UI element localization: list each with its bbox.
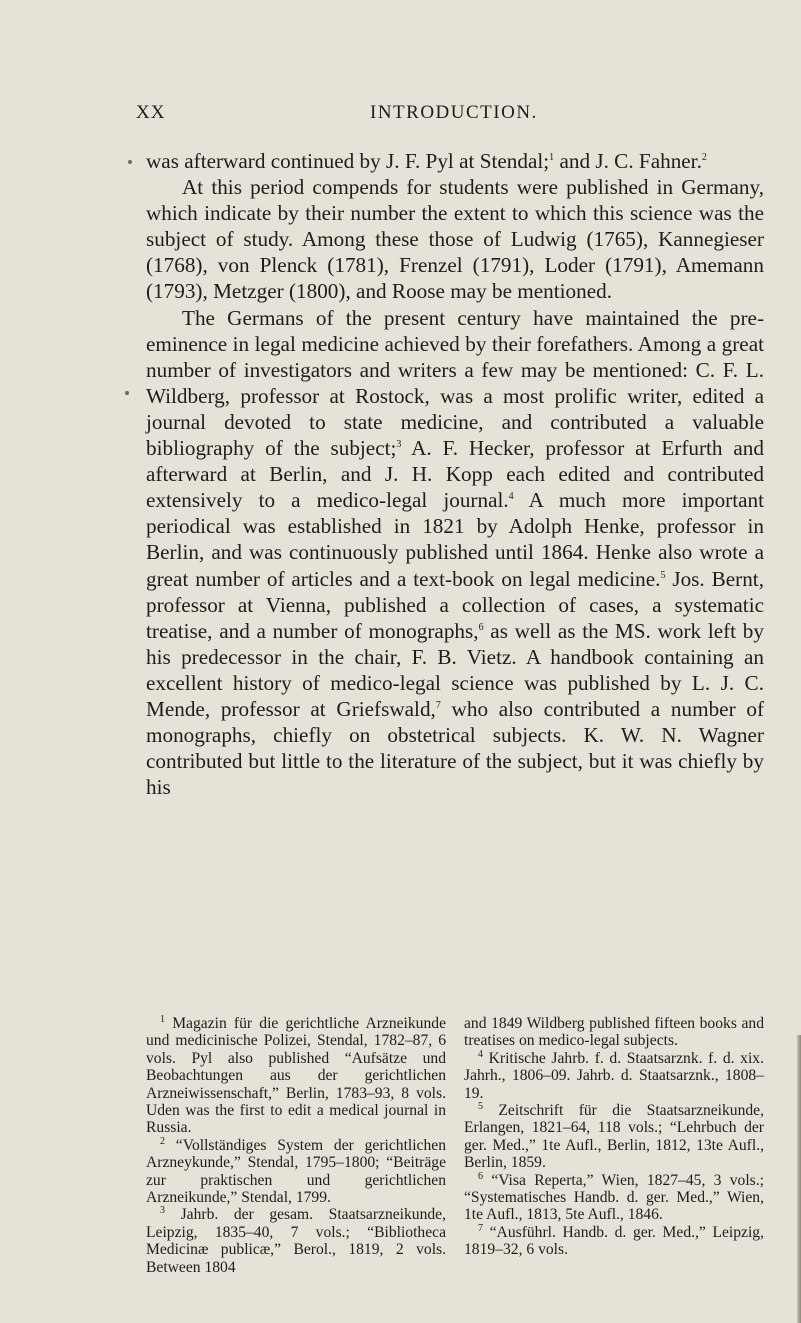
footnote-3: $^3$ Jahrb. der gesam. Staatsarzneikunde, Leipzig, 1835–40, 7 vols.; “Bibliotheca Medicinæ publicæ,” Berol., 1819, 2 vols. Between 1804 <box>146 1205 447 1276</box>
paragraph-1: was afterward continued by J. F. Pyl at Stendal;$^1$ and J. C. Fahner.$^2$ <box>146 149 707 173</box>
speck-mark <box>125 391 129 395</box>
footnote-ref-2: 2 <box>701 151 707 163</box>
footnote-ref-6: 6 <box>478 621 484 633</box>
page-number: XX <box>136 102 166 123</box>
footnotes-left-column <box>146 1015 446 1276</box>
paragraph-2: At this period compends for students were published in Germany, which indicate by their number the extent to which this science was the subject of study. Among these those of Ludwig (1765), Kannegieser (1768), von Plenck (1781), Frenzel (1791), Loder (1791), Amemann (1793), Metzger (1800), and Roose may be mentioned. <box>146 175 764 304</box>
footnote-ref-1: 1 <box>549 151 555 163</box>
footnote-ref-7: 7 <box>435 699 441 711</box>
footnote-6: $^6$ “Visa Reperta,” Wien, 1827–45, 3 vols.; “Systematisches Handb. d. ger. Med.,” Wien, 1te Aufl., 1813, 5te Aufl., 1846. <box>464 1170 764 1224</box>
footnote-2: $^2$ “Vollständiges System der gerichtlichen Arzneykunde,” Stendal, 1795–1800; “Beiträge zur praktischen und gerichtlichen Arzneikunde,” Stendal, 1799. <box>146 1135 446 1207</box>
page-edge-shadow <box>797 1035 801 1323</box>
footnotes-right-column <box>464 1015 764 1276</box>
footnotes <box>146 1015 764 1276</box>
footnote-5: $^5$ Zeitschrift für die Staatsarzneikunde, Erlangen, 1821–64, 118 vols.; “Lehrbuch der ger. Med.,” 1te Aufl., Berlin, 1812, 13te Aufl., Berlin, 1859. <box>464 1100 764 1172</box>
footnote-3-continued: and 1849 Wildberg published fifteen books and treatises on medico-legal subjects. <box>464 1015 764 1050</box>
footnote-1: $^1$ Magazin für die gerichtliche Arzneikunde und medicinische Polizei, Stendal, 1782–87, 6 vols. Pyl also published “Aufsätze und Beobachtungen aus der gerichtlichen Arzneiwissenschaft,” Berlin, 1783–93, 8 vols. Uden was the first to edit a medical journal in Russia. <box>146 1013 446 1137</box>
running-title: INTRODUCTION. <box>370 102 538 123</box>
main-text <box>146 148 764 800</box>
footnote-7: $^7$ “Ausführl. Handb. d. ger. Med.,” Leipzig, 1819–32, 6 vols. <box>464 1222 764 1259</box>
footnote-ref-4: 4 <box>508 491 514 503</box>
page-header <box>136 102 656 128</box>
footnote-ref-3: 3 <box>396 438 402 450</box>
speck-mark <box>128 160 132 164</box>
paragraph-3: The Germans of the present century have maintained the pre-eminence in legal medicine achieved by their forefathers. Among a great number of investigators and writers a few may be mentioned: C. F. L. Wildberg, professor at Rostock, was a most prolific writer, edited a journal devoted to state medicine, and contributed a valuable bibliography of the subject;$^3$ A. F. Hecker, professor at Erfurth and afterward at Berlin, and J. H. Kopp each edited and contributed extensively to a medico-legal journal.$^4$ A much more important periodical was established in 1821 by Adolph Henke, professor in Berlin, and was continuously published until 1864. Henke also wrote a great number of articles and a text-book on legal medicine.$^5$ Jos. Bernt, professor at Vienna, published a collection of cases, a systematic treatise, and a number of monographs,$^6$ as well as the MS. work left by his predecessor in the chair, F. B. Vietz. A handbook containing an excellent history of medico-legal science was published by L. J. C. Mende, professor at Griefswald,$^7$ who also contributed a number of monographs, chiefly on obstetrical subjects. K. W. N. Wagner contributed but little to the literature of the subject, but it was chiefly by his <box>146 305 765 800</box>
footnote-ref-5: 5 <box>660 569 666 581</box>
footnote-4: $^4$ Kritische Jahrb. f. d. Staatsarznk. f. d. xix. Jahrh., 1806–09. Jahrb. d. Staatsarznk., 1808–19. <box>464 1048 764 1102</box>
